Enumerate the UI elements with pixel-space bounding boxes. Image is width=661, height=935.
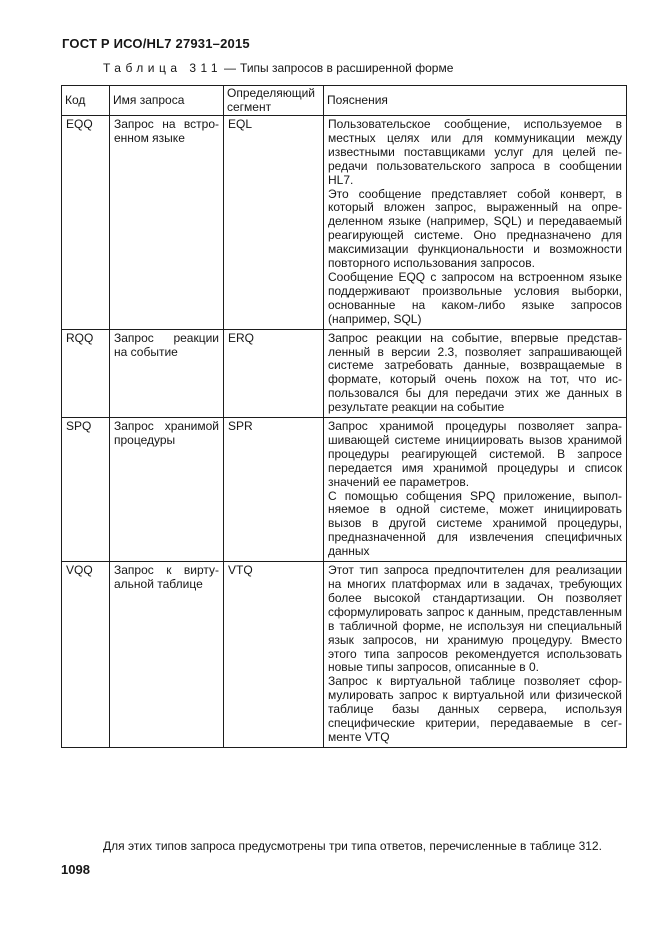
explanation-paragraph: Запрос хранимой процедуры позволяет запрашивающей системе инициировать вызов хранимой процедуры реагирующей системой. В запросе передается имя хранимой процедуры и список значений ее параметров.: [328, 419, 622, 489]
explanation-paragraph: Это сообщение представляет собой конверт, в который вложен запрос, выраженный на определенном языке (например, SQL) и передаваемый реагирующей системе. Оно предназначено для максимизации функциональности и возможности повторного использования запросов.: [328, 186, 622, 271]
column-header-query-name: Имя запроса: [110, 86, 224, 116]
explanation-cell: [324, 418, 627, 562]
explanation-paragraph: С помощью собщения SPQ приложение, выполняемое в одной системе, может инициировать вызов в другой системе хранимой процедуры, предназначенной для извлечения специфичных данных: [328, 488, 622, 559]
column-header-explanations: Пояснения: [324, 86, 627, 116]
explanation-cell: [324, 562, 627, 748]
table-row: [62, 329, 627, 417]
query-name-cell: Запрос на встроенном языке: [110, 116, 224, 330]
table-header-row: [62, 86, 627, 116]
segment-cell: SPR: [224, 418, 324, 562]
code-cell: RQQ: [62, 329, 110, 417]
column-header-code: Код: [62, 86, 110, 116]
explanation-paragraph: Сообщение EQQ с запросом на встроенном языке поддерживают произвольные условия выборки, основанные на каком-либо языке запросов (например, SQL): [328, 269, 622, 326]
query-types-table: [61, 85, 627, 748]
table-caption-dash: —: [224, 61, 237, 75]
page-number: 1098: [61, 862, 90, 877]
code-cell: EQQ: [62, 116, 110, 330]
table-row: [62, 418, 627, 562]
segment-cell: EQL: [224, 116, 324, 330]
column-header-segment: Определяющий сегмент: [224, 86, 324, 116]
table-caption-number: Таблица 311: [103, 61, 223, 75]
query-name-cell: Запрос реакции на событие: [110, 329, 224, 417]
explanation-paragraph: Запрос к виртуальной таблице позволяет сформулировать запрос к виртуальной или физической таблице базы данных сервера, используя специфические критерии, передаваемые в сегменте VTQ: [328, 674, 622, 744]
document-header: ГОСТ Р ИСО/HL7 27931–2015: [62, 36, 250, 51]
explanation-paragraph: Пользовательское сообщение, используемое в местных целях или для коммуникации между известными поставщиками услуг для целей передачи пользовательского запроса в сообщении HL7.: [328, 117, 622, 187]
table-caption-title: Типы запросов в расширенной форме: [240, 61, 454, 75]
closing-paragraph: Для этих типов запроса предусмотрены три типа ответов, перечисленные в таблице 312.: [103, 839, 602, 853]
code-cell: SPQ: [62, 418, 110, 562]
segment-cell: VTQ: [224, 562, 324, 748]
query-name-cell: Запрос хранимой процедуры: [110, 418, 224, 562]
query-name-cell: Запрос к виртуальной таблице: [110, 562, 224, 748]
explanation-cell: [324, 329, 627, 417]
explanation-paragraph: Этот тип запроса предпочтителен для реализации на многих платформах или в задачах, требующих более высокой стандартизации. Он позволяет сформулировать запрос к данным, представленным в табличной форме, не используя ни специальный язык запросов, ни хранимую процедуру. Вместо этого типа запросов рекомендуется использовать новые типы запросов, описанные в 0.: [328, 563, 622, 675]
explanation-paragraph: Запрос реакции на событие, впервые представленный в версии 2.3, позволяет запрашивающей системе затребовать данные, возвращаемые в формате, который очень похож на тот, что использовался бы для передачи этих же данных в результате реакции на событие: [328, 330, 622, 415]
table-caption: [103, 61, 453, 75]
explanation-cell: [324, 116, 627, 330]
segment-cell: ERQ: [224, 329, 324, 417]
table-row: [62, 116, 627, 330]
table-row: [62, 562, 627, 748]
code-cell: VQQ: [62, 562, 110, 748]
